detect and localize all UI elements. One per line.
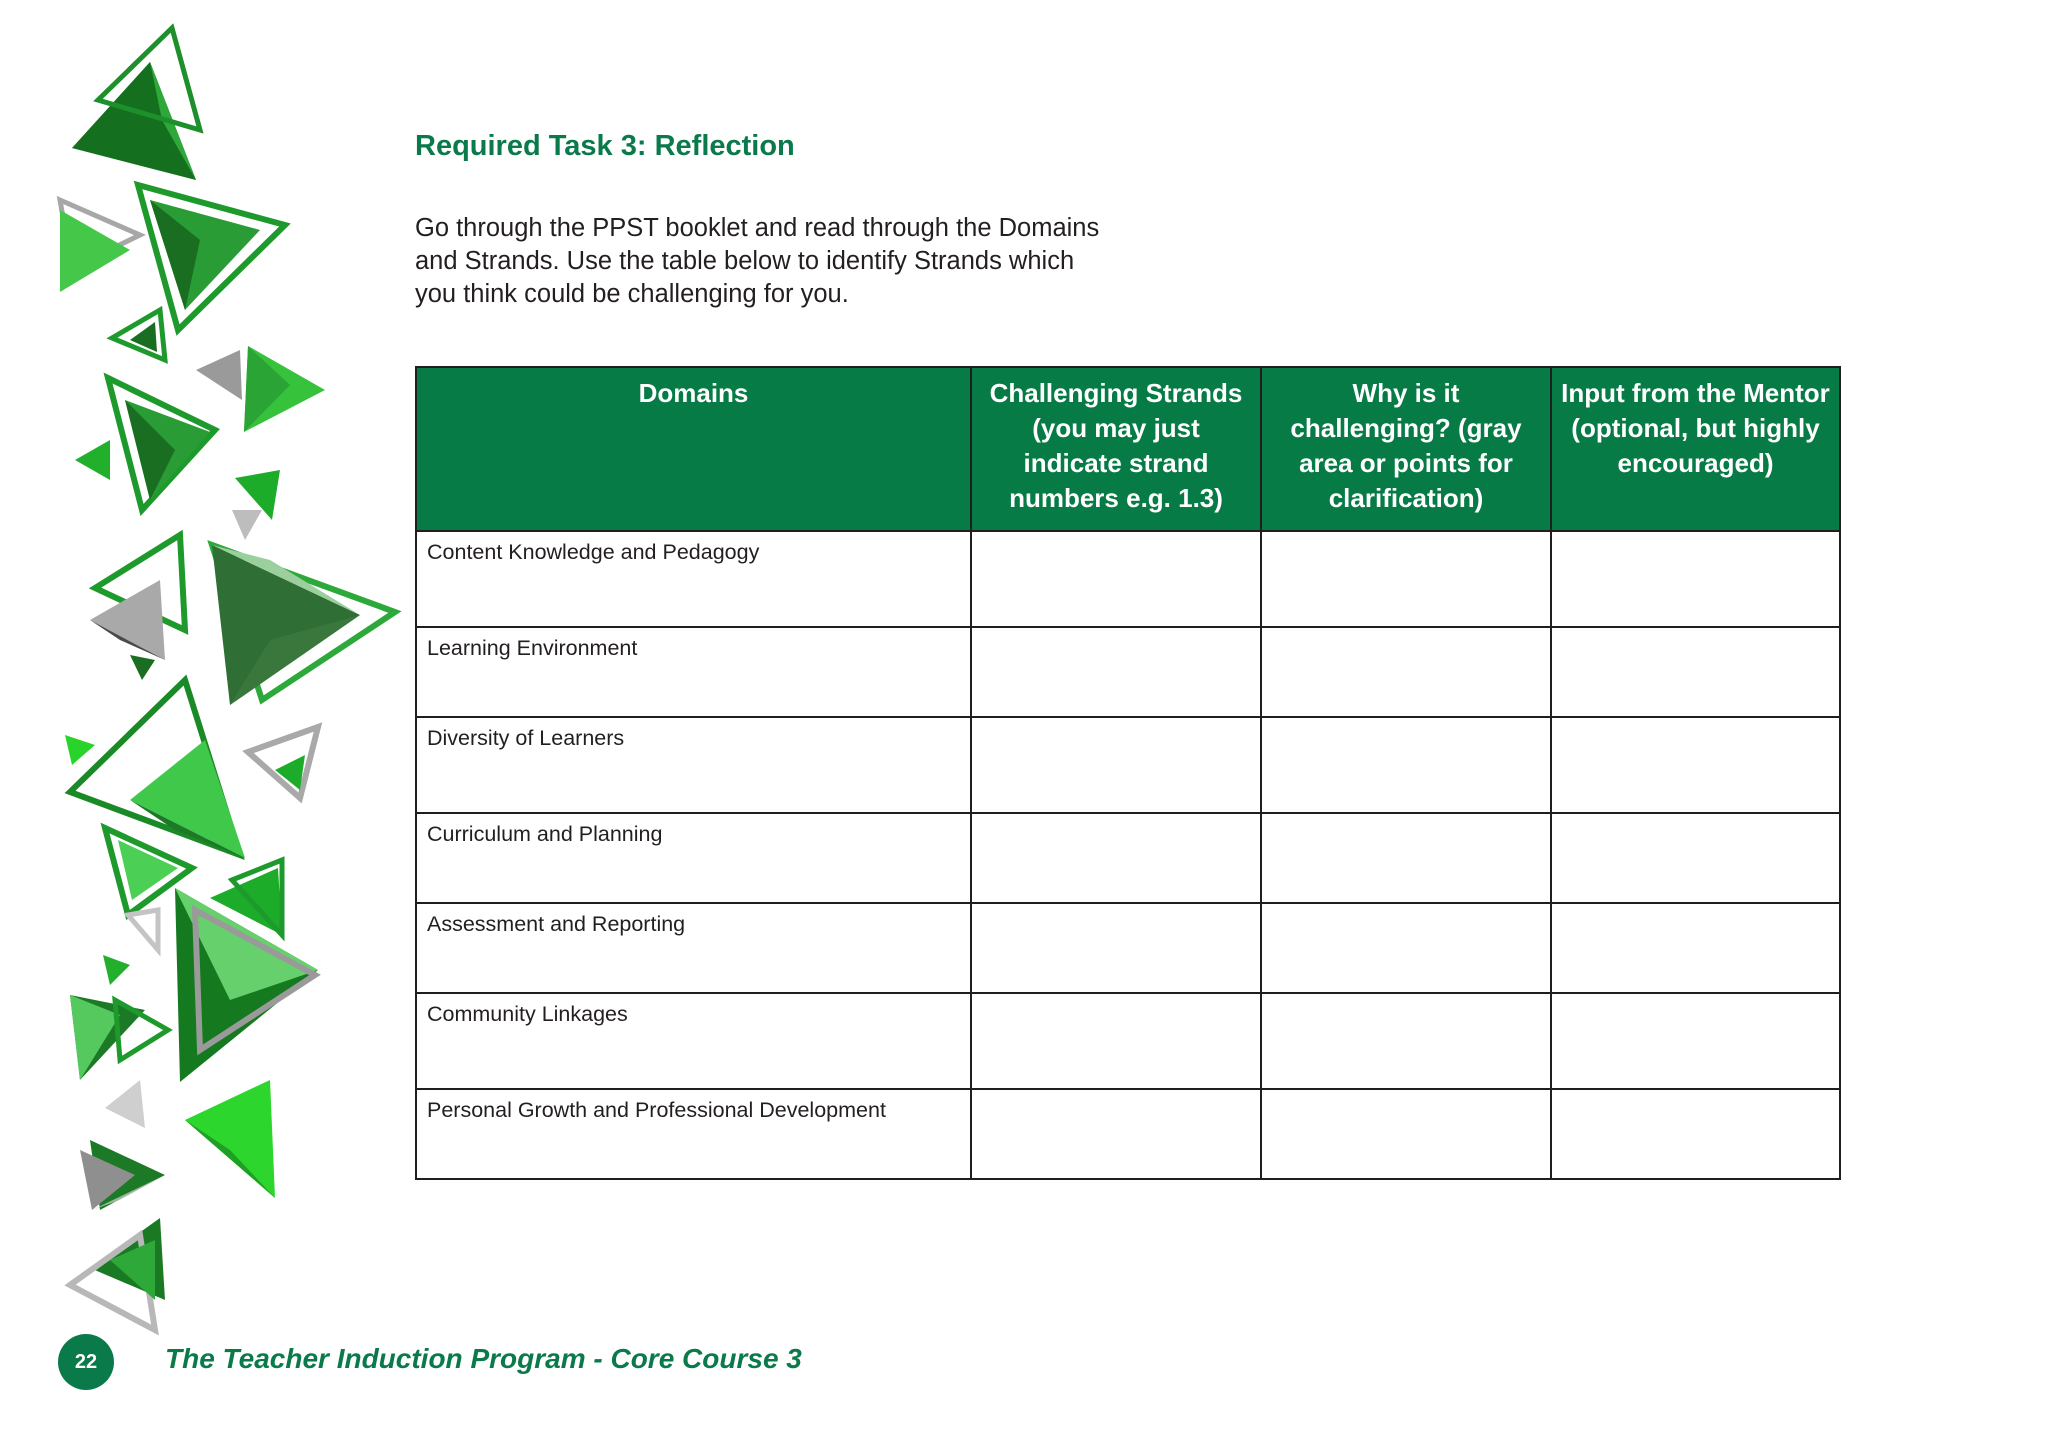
mentor-cell[interactable] xyxy=(1551,627,1840,717)
footer-course-title: The Teacher Induction Program - Core Course 3 xyxy=(165,1343,802,1374)
why-cell[interactable] xyxy=(1261,903,1551,993)
strands-cell[interactable] xyxy=(971,717,1261,813)
strands-cell[interactable] xyxy=(971,903,1261,993)
header-challenging-strands: Challenging Strands (you may just indicate strand numbers e.g. 1.3) xyxy=(971,367,1261,531)
header-why-challenging: Why is it challenging? (gray area or points for clarification) xyxy=(1261,367,1551,531)
domain-cell: Personal Growth and Professional Development xyxy=(416,1089,971,1179)
why-cell[interactable] xyxy=(1261,813,1551,903)
header-domains: Domains xyxy=(416,367,971,531)
domain-cell: Curriculum and Planning xyxy=(416,813,971,903)
table-header-row xyxy=(416,367,1840,531)
why-cell[interactable] xyxy=(1261,627,1551,717)
domain-cell: Content Knowledge and Pedagogy xyxy=(416,531,971,627)
domain-cell: Assessment and Reporting xyxy=(416,903,971,993)
mentor-cell[interactable] xyxy=(1551,1089,1840,1179)
strands-cell[interactable] xyxy=(971,531,1261,627)
green-triangles-pattern-icon xyxy=(0,0,420,1340)
table-row xyxy=(416,1089,1840,1179)
strands-cell[interactable] xyxy=(971,993,1261,1089)
why-cell[interactable] xyxy=(1261,531,1551,627)
mentor-cell[interactable] xyxy=(1551,531,1840,627)
why-cell[interactable] xyxy=(1261,993,1551,1089)
table-row xyxy=(416,717,1840,813)
strands-cell[interactable] xyxy=(971,1089,1261,1179)
header-mentor-input: Input from the Mentor (optional, but highly encouraged) xyxy=(1551,367,1840,531)
task-heading: Required Task 3: Reflection xyxy=(415,130,795,162)
table-row xyxy=(416,903,1840,993)
strands-cell[interactable] xyxy=(971,627,1261,717)
mentor-cell[interactable] xyxy=(1551,813,1840,903)
mentor-cell[interactable] xyxy=(1551,717,1840,813)
domain-cell: Learning Environment xyxy=(416,627,971,717)
table-row xyxy=(416,993,1840,1089)
domain-cell: Community Linkages xyxy=(416,993,971,1089)
mentor-cell[interactable] xyxy=(1551,993,1840,1089)
why-cell[interactable] xyxy=(1261,717,1551,813)
page-number-badge: 22 xyxy=(58,1334,114,1390)
ppst-reflection-table xyxy=(415,366,1841,1180)
instructions-text: Go through the PPST booklet and read through the Domains and Strands. Use the table below to identify Strands which you think could be challenging for you. xyxy=(415,214,1100,308)
table-row xyxy=(416,813,1840,903)
domain-cell: Diversity of Learners xyxy=(416,717,971,813)
table-row xyxy=(416,627,1840,717)
strands-cell[interactable] xyxy=(971,813,1261,903)
why-cell[interactable] xyxy=(1261,1089,1551,1179)
mentor-cell[interactable] xyxy=(1551,903,1840,993)
table-row xyxy=(416,531,1840,627)
